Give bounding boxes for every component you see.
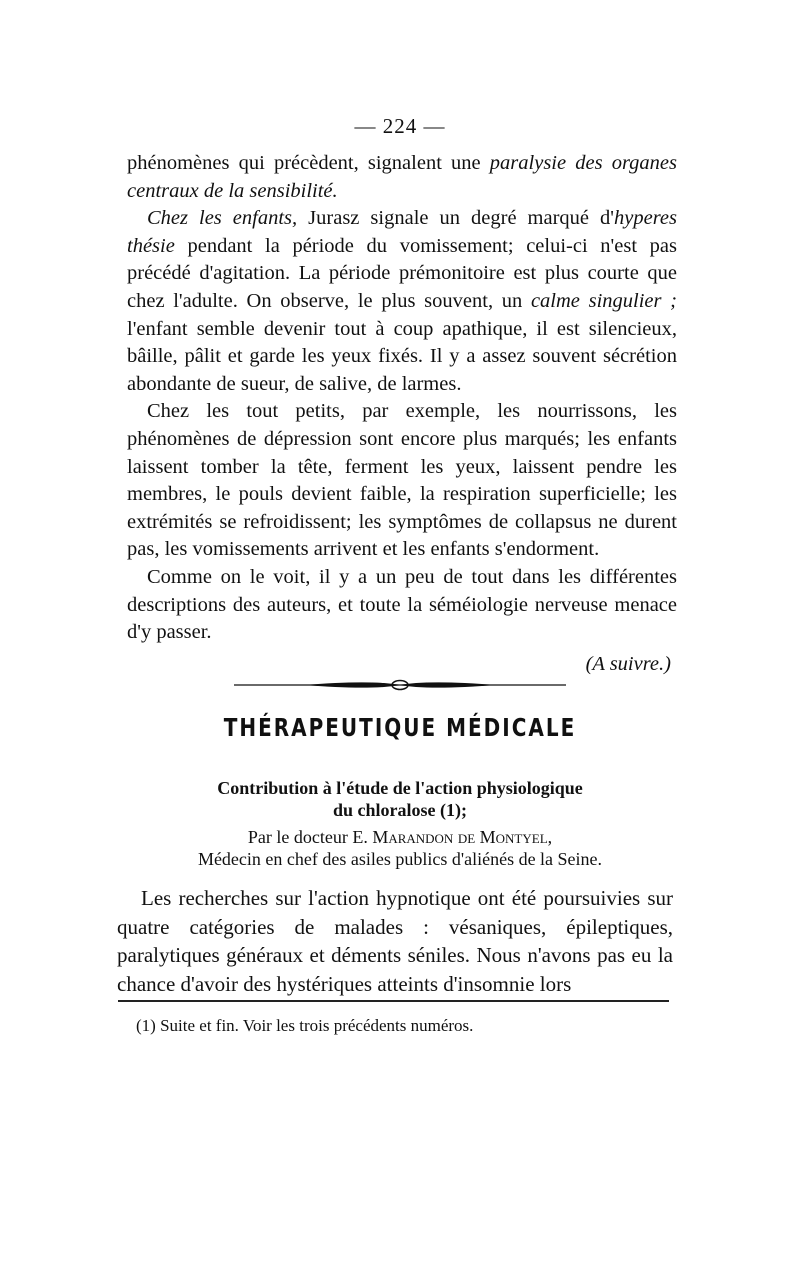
p2-italic-a: Chez les enfants, (147, 207, 298, 230)
byline-affiliation: Médecin en chef des asiles publics d'aliénés de la Seine. (197, 849, 603, 869)
footnote-rule (118, 1000, 669, 1002)
p2-text-f: l'enfant semble devenir tout à coup apathique, il est silencieux, bâille, pâlit et garde les yeux fixés. Il y a assez souvent sécrétion abondante de sueur, de salive, de larmes. (127, 317, 677, 395)
p2-text-d: pendant la période du vomissement; celui-ci n'est pas précédé d'agitation. La période prémonitoire est plus courte que chez l'adulte. On observe, le plus souvent, un (127, 234, 677, 312)
paragraph-4: Comme on le voit, il y a un peu de tout dans les différentes descriptions des auteurs, et toute la séméiologie nerveuse menace d'y passer. (127, 565, 677, 644)
byline (0, 826, 800, 870)
p2-text-b: Jurasz signale un degré marqué d' (297, 207, 614, 230)
paragraph-1 (127, 150, 677, 205)
section-body (127, 150, 677, 678)
paragraph-2 (127, 205, 677, 398)
footnote: (1) Suite et fin. Voir les trois précédents numéros. (136, 1016, 474, 1035)
section-heading: THÉRAPEUTIQUE MÉDICALE (223, 712, 577, 742)
p2-italic-e: calme singulier ; (530, 289, 677, 312)
article-title-line-2: du chloralose (1); (333, 800, 467, 820)
author-name: Marandon de Montyel, (372, 827, 553, 847)
article-paragraph-1: Les recherches sur l'action hypnotique ont été poursuivies sur quatre catégories de malades : vésaniques, épileptiques, paralytiques généraux et déments séniles. Nous n'avons pas eu la chance d'avoir des hystériques atteints d'insomnie lors (117, 886, 673, 996)
paragraph-3: Chez les tout petits, par exemple, les nourrissons, les phénomènes de dépression sont encore plus marqués; les enfants laissent tomber la tête, ferment les yeux, laissent pendre les membres, le pouls devient faible, la respiration superficielle; les extrémités se refroidissent; les symptômes de collapsus ne durent pas, les vomissements arrivent et les enfants s'endorment. (127, 400, 677, 561)
byline-author (0, 826, 800, 848)
p1-text: phénomènes qui précèdent, signalent une (127, 152, 490, 174)
byline-prefix: Par le docteur E. (247, 827, 373, 847)
p1-italic: paralysie des organes centraux de la sensibilité. (127, 152, 677, 202)
article-title-line-1: Contribution à l'étude de l'action physiologique (217, 778, 583, 798)
a-suivre-note: (A suivre.) (585, 652, 671, 675)
p2-italic-c: hyperes thésie (127, 207, 677, 257)
page-number: — 224 — (354, 114, 446, 138)
article-body (117, 884, 673, 998)
article-title (0, 777, 800, 821)
ornamental-divider (234, 676, 566, 694)
